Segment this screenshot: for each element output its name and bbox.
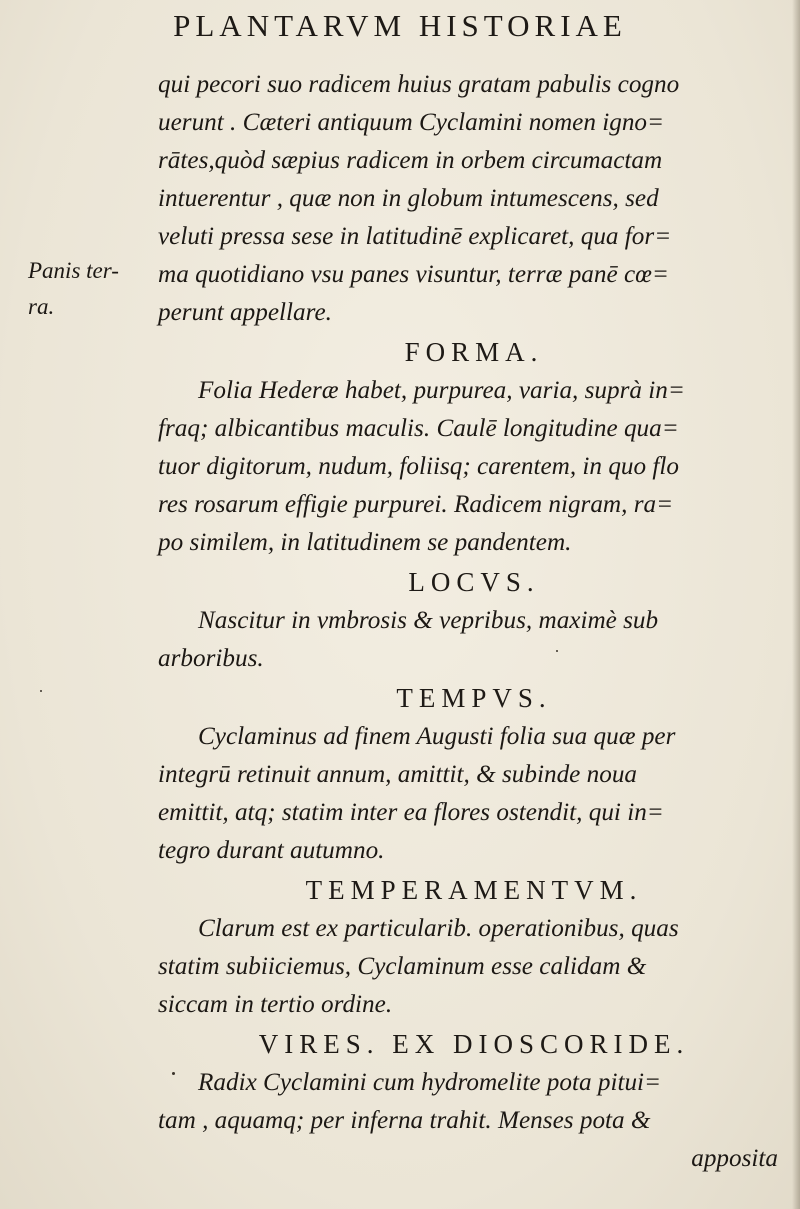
text-line: intuerentur , quæ non in globum intumescens, sed [158, 185, 659, 212]
text-line: arboribus. [158, 645, 264, 672]
catchword: apposita [691, 1145, 778, 1172]
text-line: rātes,quòd sæpius radicem in orbem circumactam [158, 147, 663, 174]
text-line: po similem, in latitudinem se pandentem. [158, 529, 572, 556]
text-line: statim subiiciemus, Cyclaminum esse calidam & [158, 953, 647, 980]
text-line: tegro durant autumno. [158, 837, 385, 864]
ink-speck [172, 1072, 175, 1075]
text-line: integrū retinuit annum, amittit, & subinde noua [158, 761, 638, 788]
text-line: emittit, atq; statim inter ea flores ostendit, qui in= [158, 799, 664, 826]
text-line: Clarum est ex particularib. operationibus, quas [198, 915, 679, 942]
text-line: uerunt . Cæteri antiquum Cyclamini nomen igno= [158, 109, 665, 136]
ink-speck [556, 650, 558, 652]
text-line: Folia Hederæ habet, purpurea, varia, suprà in= [198, 377, 685, 404]
text-line: Cyclaminus ad finem Augusti folia sua quæ per [198, 723, 676, 750]
section-heading-locus: LOCVS. [408, 567, 540, 597]
text-line: fraq; albicantibus maculis. Caulē longitudine qua= [158, 415, 679, 442]
text-line: tuor digitorum, nudum, foliisq; carentem, in quo flo [158, 453, 679, 480]
text-line: Radix Cyclamini cum hydromelite pota pitui= [198, 1069, 662, 1096]
margin-note-line: ra. [28, 294, 55, 319]
text-line: veluti pressa sese in latitudinē explicaret, qua for= [158, 223, 672, 250]
section-heading-vires: VIRES. EX DIOSCORIDE. [258, 1029, 690, 1059]
text-line: siccam in tertio ordine. [158, 991, 393, 1018]
text-line: res rosarum effigie purpurei. Radicem nigram, ra= [158, 491, 674, 518]
running-head: PLANTARVM HISTORIAE [173, 8, 627, 43]
text-line: ma quotidiano vsu panes visuntur, terræ panē cœ= [158, 261, 669, 288]
section-heading-tempus: TEMPVS. [396, 683, 552, 713]
body-text [158, 66, 790, 1178]
margin-note [28, 253, 158, 325]
section-heading-forma: FORMA. [404, 337, 544, 367]
page-edge-shadow [792, 0, 800, 1209]
text-line: qui pecori suo radicem huius gratam pabulis cogno [158, 71, 680, 98]
margin-note-line: Panis ter- [28, 258, 119, 283]
section-heading-temperamentum: TEMPERAMENTVM. [305, 875, 643, 905]
text-line: Nascitur in vmbrosis & vepribus, maximè sub [198, 607, 659, 634]
text-line: tam , aquamq; per inferna trahit. Menses pota & [158, 1107, 651, 1134]
ink-speck [40, 690, 42, 692]
text-line: perunt appellare. [158, 299, 332, 326]
